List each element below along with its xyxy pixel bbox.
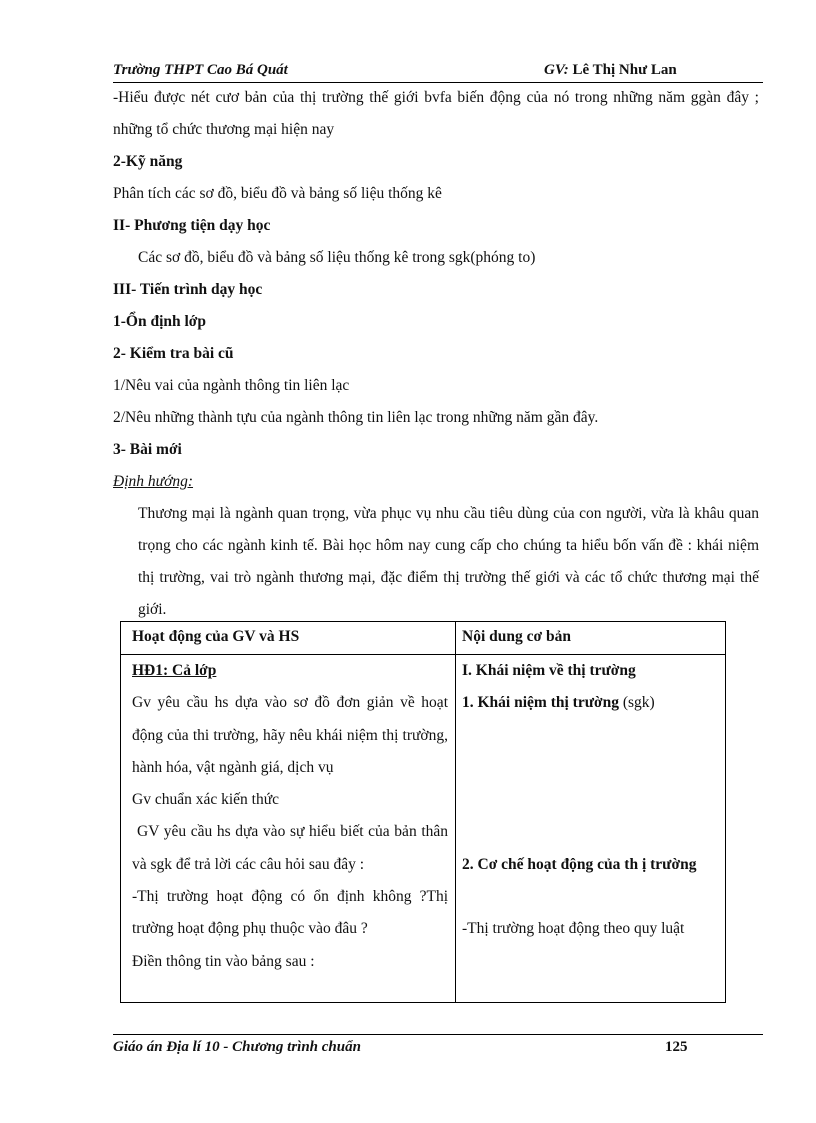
page-footer: [113, 1034, 763, 1057]
lesson-table: [120, 621, 726, 1003]
content-section-2-note: (sgk): [618, 694, 655, 712]
new-lesson-heading: 3- Bài mới: [113, 441, 182, 458]
content-column: [462, 655, 720, 945]
footer-title: Giáo án Địa lí 10 - Chương trình chuẩn: [113, 1039, 361, 1055]
check-heading: 2- Kiểm tra bài cũ: [113, 345, 234, 362]
teacher-label: GV:: [544, 62, 569, 78]
activity-text-1: Gv yêu cầu hs dựa vào sơ đồ đơn giản về hoạt động của thi trường, hãy nêu khái niệm thị trường, hành hóa, vật ngành giá, dịch vụ: [132, 694, 448, 776]
teacher-info: [544, 62, 677, 79]
hd1-label: HĐ1: Cả lớp: [132, 662, 217, 679]
teacher-name: Lê Thị Như Lan: [572, 62, 677, 78]
activity-text-2: Gv chuẩn xác kiến thức: [132, 791, 279, 809]
skill-heading: 2-Kỹ năng: [113, 153, 183, 170]
activity-hd1: [132, 655, 448, 687]
process-heading: III- Tiến trình dạy học: [113, 281, 263, 298]
table-header-content: Nội dung cơ bản: [462, 628, 571, 645]
lesson-body: [113, 82, 759, 626]
content-section-3: 2. Cơ chế hoạt động của th ị trường: [462, 855, 697, 873]
means-text: Các sơ đồ, biểu đồ và bảng số liệu thống kê trong sgk(phóng to): [138, 249, 536, 266]
activity-text-5: Điền thông tin vào bảng sau :: [132, 952, 315, 970]
activities-column: [132, 655, 448, 978]
skill-text: Phân tích các sơ đồ, biểu đồ và bảng số liệu thống kê: [113, 185, 442, 202]
activity-text-3: GV yêu cầu hs dựa vào sự hiểu biết của bản thân và sgk để trả lời các câu hỏi sau đây :: [132, 823, 448, 873]
content-section-2-title: 1. Khái niệm thị trường: [462, 694, 619, 712]
orientation-label: Định hướng:: [113, 473, 194, 490]
activity-text-4: -Thị trường hoạt động có ổn định không ?Thị trường hoạt động phụ thuộc vào đâu ?: [132, 888, 448, 938]
content-section-4: -Thị trường hoạt động theo quy luật: [462, 919, 685, 937]
school-name: Trường THPT Cao Bá Quát: [113, 62, 288, 78]
table-header-activities: Hoạt động của GV và HS: [132, 628, 300, 645]
orientation-label-line: [113, 466, 759, 498]
content-section-1: I. Khái niệm về thị trường: [462, 662, 636, 679]
intro-text: Thương mại là ngành quan trọng, vừa phục vụ nhu cầu tiêu dùng của con người, vừa là khâu quan trọng cho các ngành kinh tế. Bài học hôm nay cung cấp cho chúng ta hiểu bốn vấn đề : khái niệm thị trường, vai trò ngành thương mại, đặc điểm thị trường thế giới và các tổ chức thương mại thế giới.: [138, 505, 759, 618]
stable-heading: 1-Ổn định lớp: [113, 313, 207, 330]
page-header: [113, 62, 763, 83]
page-number: 125: [665, 1039, 688, 1055]
question-2: 2/Nêu những thành tựu của ngành thông tin liên lạc trong những năm gần đây.: [113, 409, 599, 426]
question-1: 1/Nêu vai của ngành thông tin liên lạc: [113, 377, 350, 394]
means-heading: II- Phương tiện dạy học: [113, 217, 271, 234]
content-section-2: [462, 687, 720, 719]
objective-text: -Hiểu được nét cươ bản của thị trường thế giới bvfa biến động của nó trong những năm ggàn đây ; những tổ chức thương mại hiện nay: [113, 89, 759, 138]
table-column-divider: [455, 622, 456, 1002]
